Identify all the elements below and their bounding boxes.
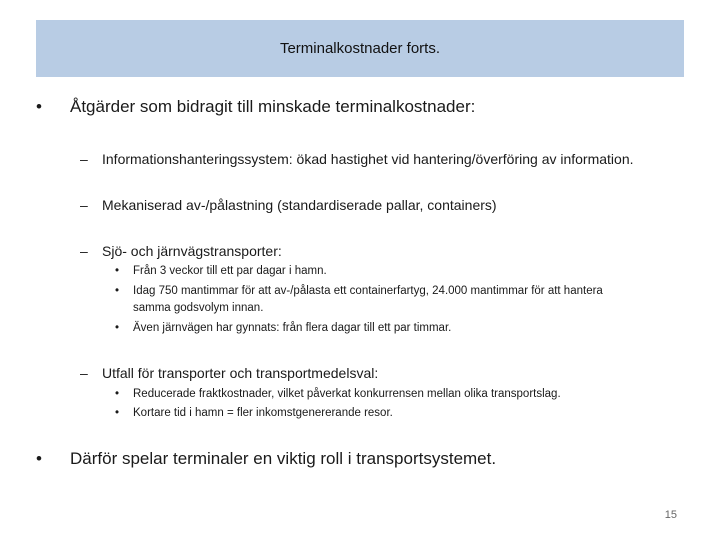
dash-marker: – — [80, 243, 88, 259]
bullet-text-measures: Åtgärder som bidragit till minskade terminalkostnader: — [70, 97, 476, 116]
sub-item-sea-rail: Sjö- och järnvägstransporter: — [102, 243, 282, 259]
sub-item-mechanized-loading: Mekaniserad av-/pålastning (standardiserade pallar, containers) — [102, 197, 497, 213]
bullet-text-conclusion: Därför spelar terminaler en viktig roll i transportsystemet. — [70, 449, 497, 468]
sub-bullet-marker: • — [115, 407, 120, 419]
sub-bullet-marker: • — [115, 285, 120, 297]
bullet-marker: • — [36, 449, 42, 468]
sub-sub-item-railway: Även järnvägen har gynnats: från flera dagar till ett par timmar. — [133, 322, 452, 334]
dash-marker: – — [80, 197, 88, 213]
sub-sub-item-port-time-trips: Kortare tid i hamn = fler inkomstgenererande resor. — [133, 407, 393, 419]
sub-item-information-systems: Informationshanteringssystem: ökad hastighet vid hantering/överföring av information. — [102, 151, 634, 167]
dash-marker: – — [80, 151, 88, 167]
sub-sub-item-port-time: Från 3 veckor till ett par dagar i hamn. — [133, 265, 327, 277]
sub-bullet-marker: • — [115, 265, 120, 277]
dash-marker: – — [80, 365, 88, 381]
sub-bullet-marker: • — [115, 388, 120, 400]
sub-sub-item-man-hours-cont: samma godsvolym innan. — [133, 302, 264, 314]
bullet-marker: • — [36, 97, 42, 116]
slide-title: Terminalkostnader forts. — [279, 40, 441, 57]
slide-title-bar — [36, 20, 684, 77]
sub-sub-item-man-hours: Idag 750 mantimmar för att av-/pålasta ett containerfartyg, 24.000 mantimmar för att hantera — [133, 285, 603, 297]
sub-sub-item-freight-costs: Reducerade fraktkostnader, vilket påverkat konkurrensen mellan olika transportslag. — [133, 388, 561, 400]
page-number: 15 — [664, 509, 677, 521]
sub-item-outcomes: Utfall för transporter och transportmedelsval: — [102, 365, 379, 381]
sub-bullet-marker: • — [115, 322, 120, 334]
